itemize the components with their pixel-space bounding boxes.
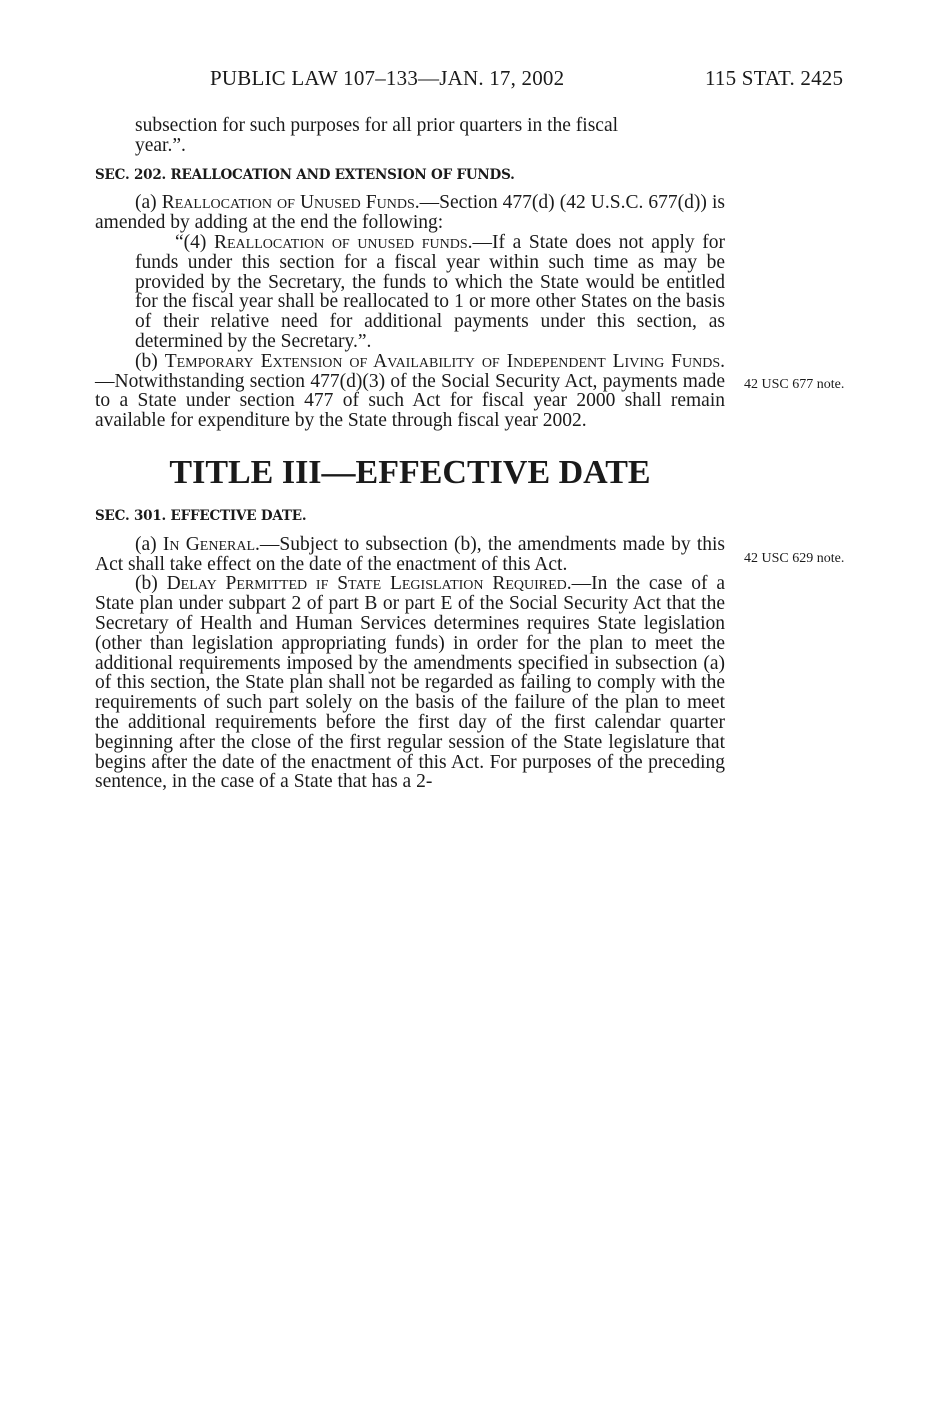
subsection-caption: Temporary Extension of Availability of Independent Living Funds bbox=[164, 350, 721, 372]
subsection-text: .—Section 477(d) (42 U.S.C. 677(d)) is amended by adding at the end the following: bbox=[95, 192, 725, 234]
sec-301-subsection-b bbox=[95, 574, 725, 792]
subsection-label: (b) bbox=[135, 573, 167, 595]
title-iii-heading: TITLE III—EFFECTIVE DATE bbox=[169, 453, 651, 491]
sec-301-heading: SEC. 301. EFFECTIVE DATE. bbox=[95, 507, 307, 524]
sec-202-subsection-b bbox=[95, 352, 725, 431]
quote-label: “(4) bbox=[175, 231, 214, 253]
continuation-line-1: subsection for such purposes for all prior quarters in the fiscal bbox=[135, 115, 619, 136]
page-header bbox=[0, 66, 940, 96]
subsection-caption: In General bbox=[162, 533, 255, 555]
document-body bbox=[95, 116, 725, 792]
subsection-caption: Reallocation of Unused Funds bbox=[161, 192, 415, 214]
sec-202-heading: SEC. 202. REALLOCATION AND EXTENSION OF FUNDS. bbox=[95, 166, 515, 183]
continuation-text bbox=[135, 116, 725, 156]
public-law-citation: PUBLIC LAW 107–133—JAN. 17, 2002 bbox=[210, 66, 565, 90]
sec-202-subsection-a bbox=[95, 193, 725, 233]
quote-text: .—If a State does not apply for funds under this section for a fiscal year within such time as may be provided by the Secretary, the funds to which the State would be entitled for the fiscal year shall be reallocated to 1 or more other States on the basis of their relative need for additional payments under this section, as determined by the Secretary.”. bbox=[135, 231, 725, 352]
continuation-line-2: year.”. bbox=[135, 134, 186, 156]
sec-301-subsection-a bbox=[95, 535, 725, 575]
sec-202-quoted-paragraph bbox=[135, 233, 725, 352]
subsection-text: .—Subject to subsection (b), the amendments made by this Act shall take effect on the date of the enactment of this Act. bbox=[95, 533, 725, 575]
usc-margin-note-629: 42 USC 629 note. bbox=[744, 551, 845, 566]
statute-page-number: 115 STAT. 2425 bbox=[705, 66, 844, 90]
subsection-caption: Delay Permitted if State Legislation Required bbox=[166, 573, 567, 595]
subsection-label: (a) bbox=[135, 533, 163, 555]
subsection-label: (b) bbox=[135, 350, 165, 372]
quote-caption: Reallocation of unused funds bbox=[214, 231, 468, 253]
subsection-text: .—Notwithstanding section 477(d)(3) of the Social Security Act, payments made to a State under section 477 of such Act for fiscal year 2000 shall remain available for expenditure by the State through fiscal year 2002. bbox=[95, 350, 725, 432]
usc-margin-note-677: 42 USC 677 note. bbox=[744, 377, 845, 392]
subsection-label: (a) bbox=[135, 192, 162, 214]
subsection-text: .—In the case of a State plan under subpart 2 of part B or part E of the Social Security Act that the Secretary of Health and Human Services determines requires State legislation (other than legislation appropriating funds) in order for the plan to meet the additional requirements imposed by the amendments specified in subsection (a) of this section, the State plan shall not be regarded as failing to comply with the requirements of such part solely on the basis of the failure of the plan to meet the additional requirements before the first day of the first calendar quarter beginning after the close of the first regular session of the State legislature that begins after the date of the enactment of this Act. For purposes of the preceding sentence, in the case of a State that has a 2- bbox=[95, 573, 725, 793]
